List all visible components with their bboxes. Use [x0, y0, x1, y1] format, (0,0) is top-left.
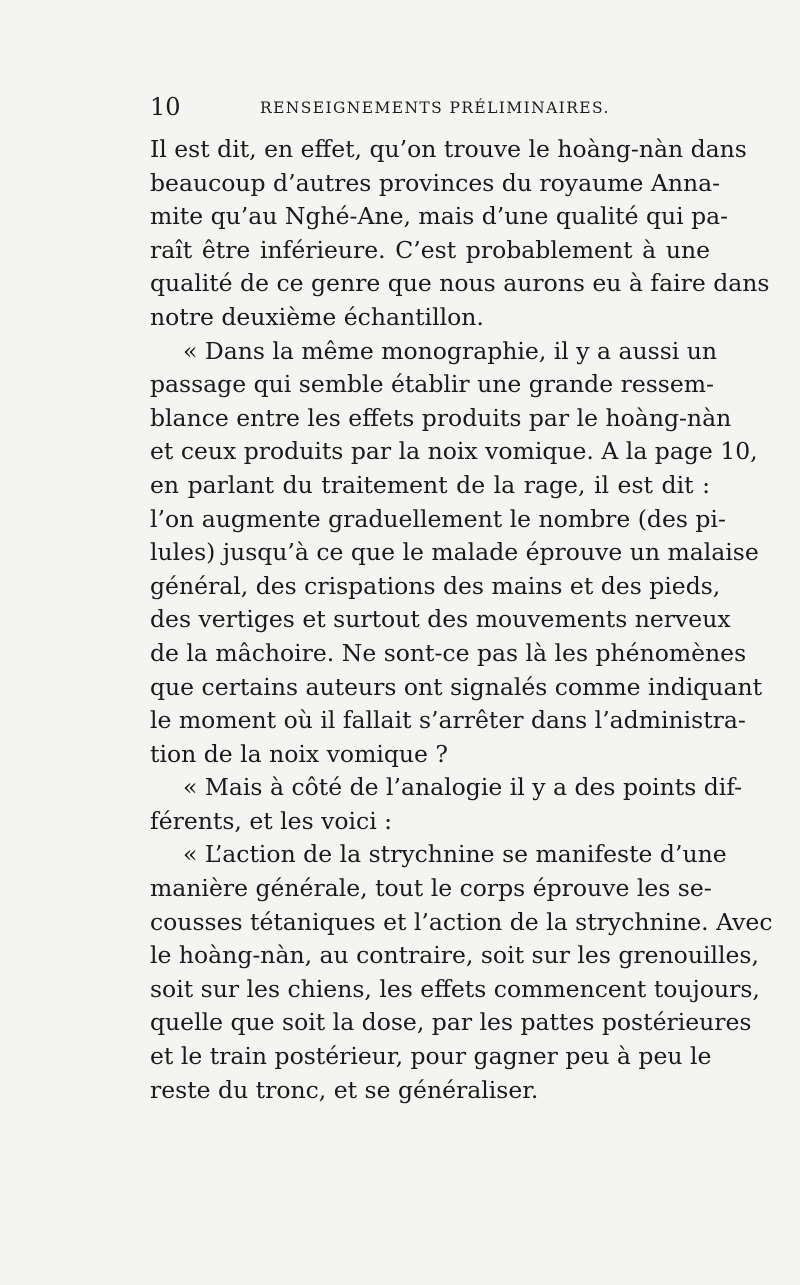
page-number: 10 — [150, 93, 181, 121]
text-line: « Mais à côté de l’analogie il y a des points dif- — [183, 773, 743, 802]
text-line: Il est dit, en effet, qu’on trouve le hoàng-nàn dans — [150, 135, 747, 163]
running-head: RENSEIGNEMENTS PRÉLIMINAIRES. — [260, 99, 610, 117]
text-line: « Dans la même monographie, il y a aussi un — [183, 336, 718, 365]
text-line: qualité de ce genre que nous aurons eu à faire dans — [150, 269, 770, 298]
text-line: notre deuxième échantillon. — [150, 302, 484, 331]
text-line: des vertiges et surtout des mouvements nerveux — [150, 605, 731, 634]
text-line: tion de la noix vomique ? — [150, 739, 449, 768]
text-line: en parlant du traitement de la rage, il est dit : — [150, 470, 710, 499]
text-line: le moment où il fallait s’arrêter dans l’administra- — [150, 706, 746, 735]
text-line: férents, et les voici : — [150, 806, 393, 835]
text-line: cousses tétaniques et l’action de la strychnine. Avec — [150, 907, 773, 936]
text-line: blance entre les effets produits par le hoàng-nàn — [150, 403, 732, 432]
text-line: passage qui semble établir une grande ressem- — [150, 370, 714, 399]
page-header — [150, 92, 710, 122]
text-line: soit sur les chiens, les effets commencent toujours, — [150, 974, 760, 1003]
text-line: l’on augmente graduellement le nombre (des pi- — [150, 504, 726, 533]
text-line: que certains auteurs ont signalés comme indiquant — [150, 672, 763, 701]
text-line: général, des crispations des mains et des pieds, — [150, 571, 721, 600]
text-line: mite qu’au Nghé-Ane, mais d’une qualité qui pa- — [150, 202, 729, 231]
text-line: reste du tronc, et se généraliser. — [150, 1075, 539, 1104]
text-line: « L’action de la strychnine se manifeste d’une — [183, 840, 727, 869]
text-line: beaucoup d’autres provinces du royaume Anna- — [150, 168, 721, 197]
text-line: manière générale, tout le corps éprouve les se- — [150, 874, 712, 903]
body-text — [150, 133, 773, 1107]
text-line: quelle que soit la dose, par les pattes postérieures — [150, 1008, 752, 1037]
text-line: et le train postérieur, pour gagner peu à peu le — [150, 1042, 712, 1071]
text-line: et ceux produits par la noix vomique. A la page 10, — [150, 437, 758, 466]
text-line: de la mâchoire. Ne sont-ce pas là les phénomènes — [150, 638, 747, 667]
text-line: raît être inférieure. C’est probablement à une — [150, 235, 710, 264]
text-line: lules) jusqu’à ce que le malade éprouve un malaise — [150, 538, 759, 567]
text-line: le hoàng-nàn, au contraire, soit sur les grenouilles, — [150, 941, 759, 970]
